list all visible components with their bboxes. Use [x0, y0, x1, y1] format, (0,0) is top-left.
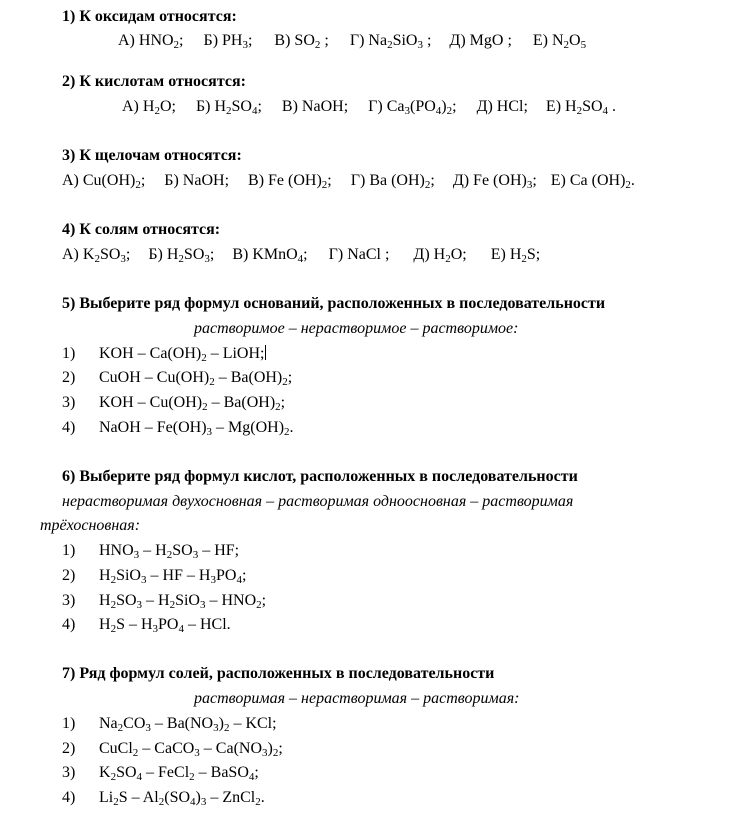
q6-item-2	[62, 566, 246, 586]
q6-item-1-num: 1)	[62, 542, 76, 559]
q7-item-2-num: 2)	[62, 740, 76, 757]
q1-option-e: Д) MgO ;	[449, 32, 512, 49]
q6-item-4	[62, 615, 231, 635]
q7-subtitle: растворимая – нерастворимая – растворимая:	[194, 690, 520, 707]
q5-title: 5) Выберите ряд формул оснований, расположенных в последовательности	[62, 295, 606, 312]
q2-option-a: А) $H_2O$;	[122, 98, 176, 117]
q5-item-1-num: 1)	[62, 345, 76, 362]
q7-item-4-num: 4)	[62, 789, 76, 806]
q7-item-1	[62, 714, 277, 734]
q5-item-4-num: 4)	[62, 419, 76, 436]
q3-option-a: А) $Cu(OH)_2$;	[62, 172, 146, 191]
q3-option-b: Б) NaOH;	[164, 172, 230, 189]
q5-item-2	[62, 368, 292, 388]
q4-option-c: В) KMnO$_4$;	[232, 246, 308, 265]
q5-item-1	[62, 344, 266, 364]
q7-item-3-text: $K_2SO_4$ – FeCl$_2$ – BaSO$_4$;	[99, 764, 259, 783]
q4-option-e: Д) $H_2O$;	[413, 246, 467, 265]
q4-options	[62, 245, 540, 265]
q1-option-d: Г) $Na_2SiO_3$ ;	[349, 32, 432, 51]
q3-options	[62, 171, 635, 191]
q1-option-b: Б) $PH_3$;	[203, 32, 253, 51]
q5-item-3-num: 3)	[62, 394, 76, 411]
q7-item-1-num: 1)	[62, 715, 76, 732]
q6-item-4-num: 4)	[62, 616, 76, 633]
q5-item-4-text: NaOH – $Fe(OH)_3 - Mg(OH)_2$.	[99, 419, 294, 438]
q2-title: 2) К кислотам относятся:	[62, 73, 246, 90]
q1-option-a: А) $HNO_2$;	[118, 32, 184, 51]
q6-item-3	[62, 591, 266, 611]
q6-item-1	[62, 541, 239, 561]
q4-option-d: Г) NaCl ;	[328, 246, 390, 263]
q6-item-4-text: $H_2S - H_3PO_4$ – HCl.	[99, 616, 231, 635]
q4-option-a: А) $K_2SO_3$;	[62, 246, 131, 265]
q7-item-3-num: 3)	[62, 764, 76, 781]
q5-item-2-num: 2)	[62, 369, 76, 386]
q2-option-d: Г) $Ca_3(PO_4)_2$;	[368, 98, 457, 117]
q1-title: 1) К оксидам относятся:	[62, 8, 237, 25]
q3-title: 3) К щелочам относятся:	[62, 147, 242, 164]
q4-option-f: Е) $H_2S$;	[490, 246, 541, 265]
q5-item-3-text: KOH – $Cu(OH)_2 - Ba(OH)_2$;	[99, 394, 286, 413]
q3-option-c: В) Fe $(OH)_2$;	[248, 172, 332, 191]
q7-item-2	[62, 739, 283, 759]
q5-item-2-text: CuOH – $Cu(OH)_2 - Ba(OH)_2$;	[99, 369, 293, 388]
q3-option-d: Г) Ba $(OH)_2$;	[350, 172, 435, 191]
q7-title: 7) Ряд формул солей, расположенных в последовательности	[62, 665, 495, 682]
q3-option-e: Д) Fe $(OH)_3$;	[452, 172, 537, 191]
q6-title: 6) Выберите ряд формул кислот, расположенных в последовательности	[62, 468, 578, 485]
q6-item-3-num: 3)	[62, 592, 76, 609]
q4-option-b: Б) $H_2SO_3$;	[148, 246, 215, 265]
q7-item-3	[62, 763, 259, 783]
q7-item-2-text: CuCl$_2$ – CaCO$_3$ – $Ca(NO_3)_2$;	[99, 740, 283, 759]
q6-item-2-num: 2)	[62, 567, 76, 584]
q5-subtitle: растворимое – нерастворимое – растворимое:	[194, 320, 519, 337]
q3-option-f: Е) Ca $(OH)_2$.	[550, 172, 635, 191]
q7-item-4-text: $Li_2S - Al_2(SO_4)_3$ – ZnCl$_2$.	[99, 789, 265, 808]
q7-item-4	[62, 788, 265, 808]
q6-subtitle-line2: трёхосновная:	[40, 517, 141, 534]
q5-item-4	[62, 418, 294, 438]
q2-option-e: Д) HCl;	[476, 98, 528, 115]
q4-title: 4) К солям относятся:	[62, 221, 221, 238]
q1-option-c: В) $SO_2$ ;	[274, 32, 329, 51]
q2-option-b: Б) $H_2SO_4$;	[195, 98, 262, 117]
q2-option-c: В) NaOH;	[281, 98, 349, 115]
q6-item-2-text: $H_2SiO_3$ – HF – $H_3PO_4$;	[99, 567, 247, 586]
q5-item-3	[62, 393, 285, 413]
q7-item-1-text: $Na_2CO_3 - Ba(NO_3)_2$ – KCl;	[99, 715, 277, 734]
q2-options	[122, 97, 616, 117]
text-cursor	[265, 345, 266, 360]
q1-option-f: Е) $N_2O_5$	[532, 32, 587, 51]
q6-item-1-text: $HNO_3 - H_2SO_3$ – HF;	[99, 542, 240, 561]
q6-subtitle-line1: нерастворимая двухосновная – растворимая одноосновная – растворимая	[62, 493, 574, 510]
q2-option-f: Е) $H_2SO_4$ .	[545, 98, 617, 117]
q6-item-3-text: $H_2SO_3 - H_2SiO_3 - HNO_2$;	[99, 592, 267, 611]
q1-options	[118, 31, 586, 51]
q5-item-1-text: KOH – $Ca(OH)_2$ – LiOH;	[99, 345, 265, 364]
